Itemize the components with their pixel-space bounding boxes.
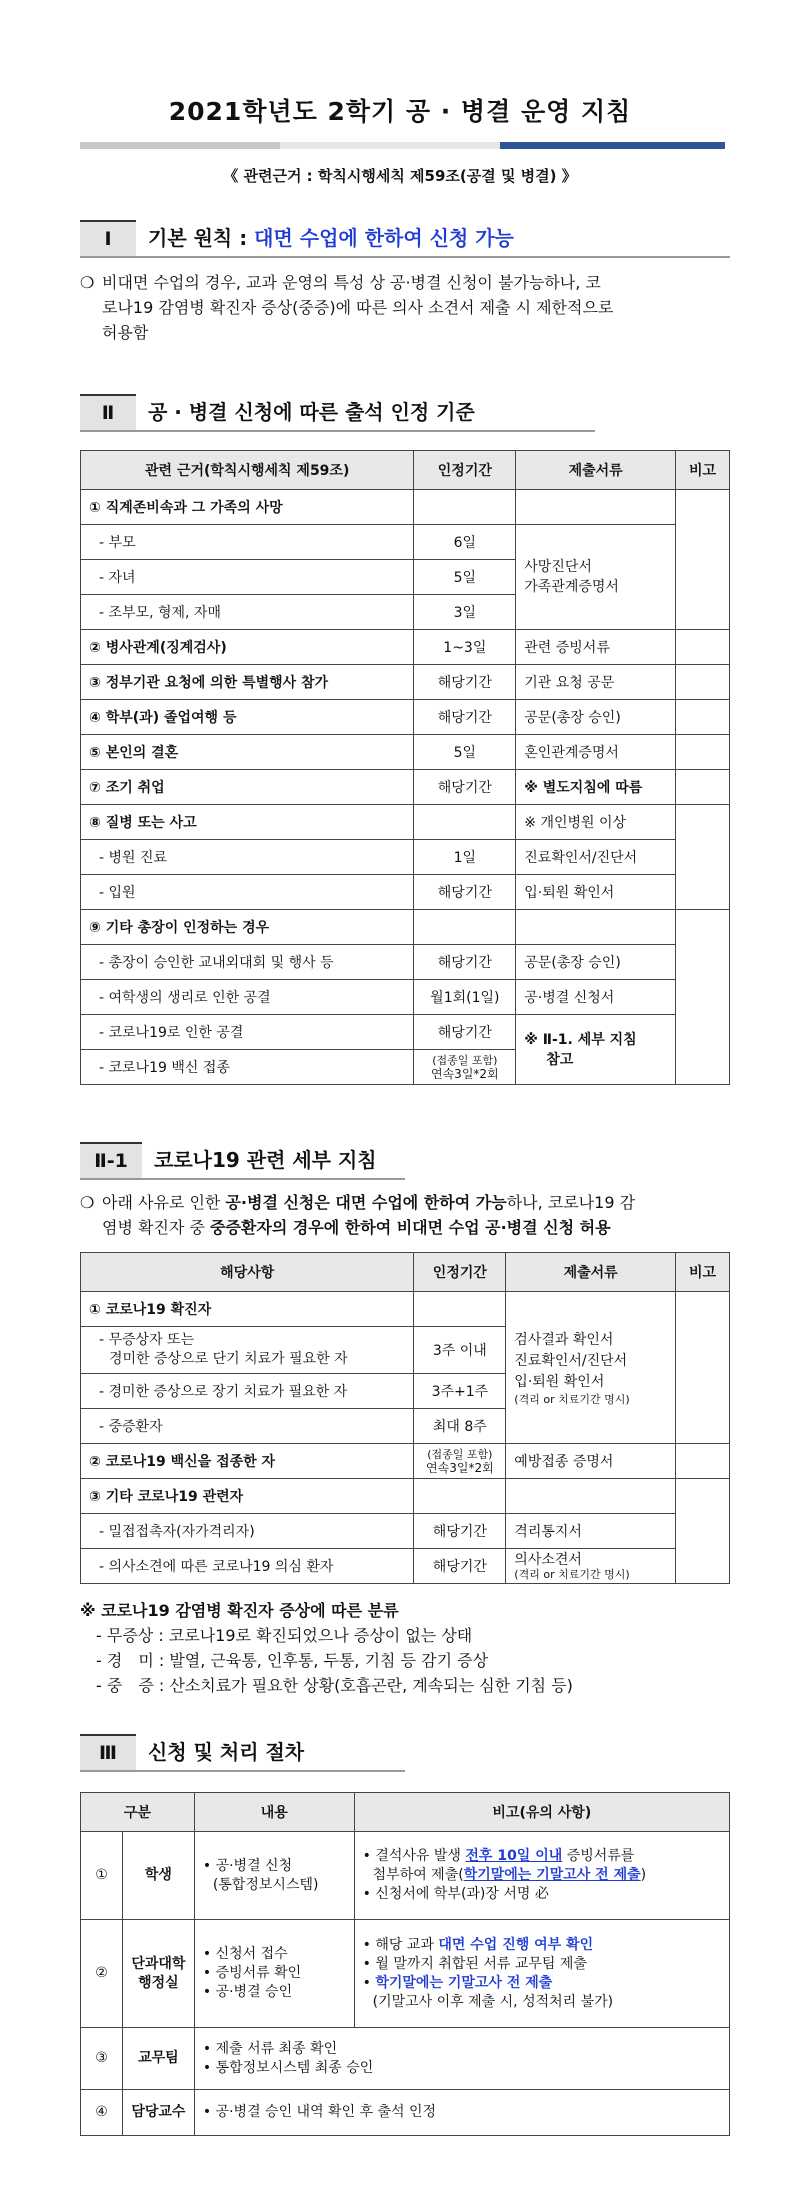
procedure-table — [80, 1792, 730, 2136]
table-row: - 총장이 승인한 교내외대회 및 행사 등 해당기간 공문(총장 승인) — [81, 945, 730, 980]
table-row: - 밀접접촉자(자가격리자) 해당기간 격리통지서 — [81, 1514, 730, 1549]
section-3-heading — [80, 1732, 405, 1772]
table-row: ⑧ 질병 또는 사고 ※ 개인병원 이상 — [81, 805, 730, 840]
table-row: ⑨ 기타 총장이 인정하는 경우 — [81, 910, 730, 945]
covid-guideline-table — [80, 1252, 730, 1584]
section-3-number: Ⅲ — [80, 1734, 136, 1770]
table-row: ③ 교무팀 • 제출 서류 최종 확인 • 통합정보시스템 최종 승인 — [81, 2028, 730, 2090]
section-3-label: 신청 및 처리 절차 — [148, 1740, 305, 1764]
bullet-icon: ❍ — [80, 1193, 95, 1212]
table-row: - 병원 진료 1일 진료확인서/진단서 — [81, 840, 730, 875]
section-1-paragraph: ❍ 비대면 수업의 경우, 교과 운영의 특성 상 공·병결 신청이 불가능하나, 코 로나19 감염병 확진자 증상(중증)에 따른 의사 소견서 제출 시 제한적으로 허용함 — [80, 270, 730, 345]
table-row: ④ 담당교수 • 공·병결 승인 내역 확인 후 출석 인정 — [81, 2090, 730, 2136]
table-row: - 여학생의 생리로 인한 공결 월1회(1일) 공·병결 신청서 — [81, 980, 730, 1015]
table-row: - 중증환자 최대 8주 — [81, 1409, 730, 1444]
table-header: 해당사항 인정기간 제출서류 비고 — [81, 1253, 730, 1292]
title-bar-right — [500, 142, 725, 149]
table-row: - 경미한 증상으로 장기 치료가 필요한 자 3주+1주 — [81, 1374, 730, 1409]
table-row: - 코로나19로 인한 공결 해당기간 ※ Ⅱ-1. 세부 지침 참고 — [81, 1015, 730, 1050]
covid-symptom-notes: ※ 코로나19 감염병 확진자 증상에 따른 분류 - 무증상 : 코로나19로 확진되었으나 증상이 없는 상태 - 경 미 : 발열, 근육통, 인후통, 두통, 기침 등 감기 증상 - 중 증 : 산소치료가 필요한 상황(호흡곤란, 계속되는 심한 기침 등) — [80, 1598, 740, 1698]
title-bar-middle — [280, 142, 500, 149]
table-row: ⑦ 조기 취업 해당기간 ※ 별도지침에 따름 — [81, 770, 730, 805]
section-1-highlight: 대면 수업에 한하여 신청 가능 — [254, 226, 514, 250]
basis-reference: 《 관련근거 : 학칙시행세칙 제59조(공결 및 병결) 》 — [223, 167, 577, 185]
section-1-number: Ⅰ — [80, 220, 136, 256]
table-row: ① 코로나19 확진자 검사결과 확인서 진료확인서/진단서 입·퇴원 확인서 (격리 or 치료기간 명시) — [81, 1292, 730, 1327]
table-row: ⑤ 본인의 결혼 5일 혼인관계증명서 — [81, 735, 730, 770]
table-row: - 입원 해당기간 입·퇴원 확인서 — [81, 875, 730, 910]
table-header: 관련 근거(학칙시행세칙 제59조) 인정기간 제출서류 비고 — [81, 451, 730, 490]
table-row: ④ 학부(과) 졸업여행 등 해당기간 공문(총장 승인) — [81, 700, 730, 735]
attendance-criteria-table — [80, 450, 730, 1085]
table-row: ③ 정부기관 요청에 의한 특별행사 참가 해당기간 기관 요청 공문 — [81, 665, 730, 700]
title-bar-left — [80, 142, 280, 149]
section-2-heading — [80, 392, 595, 432]
section-2-1-number: Ⅱ-1 — [80, 1142, 142, 1178]
table-row: - 무증상자 또는 경미한 증상으로 단기 치료가 필요한 자 3주 이내 — [81, 1327, 730, 1374]
table-row: ① 직계존비속과 그 가족의 사망 — [81, 490, 730, 525]
table-row: - 자녀 5일 — [81, 560, 730, 595]
table-row: - 코로나19 백신 접종 (접종일 포함) 연속3일*2회 — [81, 1050, 730, 1085]
table-row: ② 단과대학 행정실 • 신청서 접수 • 증빙서류 확인 • 공·병결 승인 • 해당 교과 대면 수업 진행 여부 확인 • 월 말까지 취합된 서류 교무팀 제출 • 학기말에는 기말고사 전 제출 (기말고사 이후 제출 시, 성적처리 불가) — [81, 1920, 730, 2028]
bullet-icon: ❍ — [80, 273, 95, 292]
section-2-label: 공 · 병결 신청에 따른 출석 인정 기준 — [148, 400, 475, 424]
table-row: - 의사소견에 따른 코로나19 의심 환자 해당기간 의사소견서 (격리 or 치료기간 명시) — [81, 1549, 730, 1584]
section-1-label: 기본 원칙 : — [148, 226, 255, 250]
table-row: ③ 기타 코로나19 관련자 — [81, 1479, 730, 1514]
table-row: - 부모 6일 사망진단서 가족관계증명서 — [81, 525, 730, 560]
section-1-heading — [80, 218, 730, 258]
section-2-1-paragraph: ❍ 아래 사유로 인한 공·병결 신청은 대면 수업에 한하여 가능하나, 코로나19 감 염병 확진자 중 중증환자의 경우에 한하여 비대면 수업 공·병결 신청 허용 — [80, 1190, 740, 1240]
table-row: - 조부모, 형제, 자매 3일 — [81, 595, 730, 630]
section-2-1-heading — [80, 1140, 405, 1180]
notes-title: ※ 코로나19 감염병 확진자 증상에 따른 분류 — [80, 1601, 399, 1620]
section-2-number: Ⅱ — [80, 394, 136, 430]
table-row: ② 병사관계(징계검사) 1~3일 관련 증빙서류 — [81, 630, 730, 665]
table-header: 구분 내용 비고(유의 사항) — [81, 1793, 730, 1832]
table-row: ② 코로나19 백신을 접종한 자 (접종일 포함) 연속3일*2회 예방접종 증명서 — [81, 1444, 730, 1479]
table-row: ① 학생 • 공·병결 신청 (통합정보시스템) • 결석사유 발생 전후 10일 이내 증빙서류를 첨부하여 제출(학기말에는 기말고사 전 제출) • 신청서에 학부(과)장 서명 必 — [81, 1832, 730, 1920]
page-title: 2021학년도 2학기 공 · 병결 운영 지침 — [168, 97, 632, 126]
section-2-1-label: 코로나19 관련 세부 지침 — [154, 1148, 377, 1172]
